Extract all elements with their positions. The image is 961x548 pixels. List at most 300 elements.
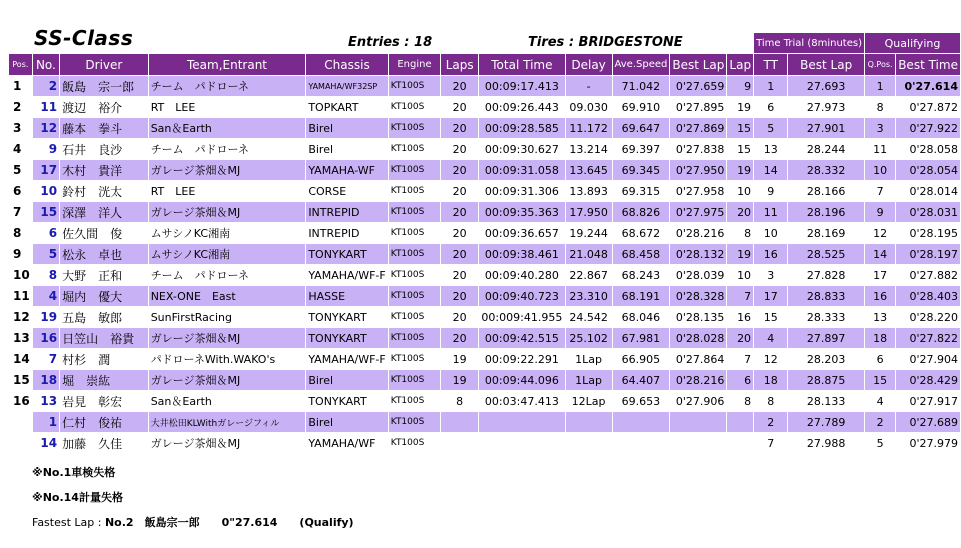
position-cell: 13	[9, 328, 32, 348]
fastest-lap-time: 0"27.614	[221, 516, 278, 529]
fastest-lap-car: No.2	[104, 516, 134, 529]
best-lap-cell: 0'28.135	[670, 307, 726, 327]
driver-cell: 五島 敏郎	[60, 307, 148, 327]
fastest-lap-label: Fastest Lap :	[32, 516, 105, 529]
chassis-cell: YAMAHA/WF-F	[306, 349, 387, 369]
ave-speed-cell: 69.345	[613, 160, 670, 180]
ave-speed-cell	[613, 433, 670, 453]
laps-cell: 20	[441, 286, 478, 306]
tt-position-cell: 7	[754, 433, 787, 453]
qualifying-best-time-cell: 0'27.904	[896, 349, 960, 369]
lap-cell: 20	[727, 328, 753, 348]
qualifying-best-time-cell: 0'27.872	[896, 97, 960, 117]
lap-cell: 16	[727, 307, 753, 327]
delay-cell: 11.172	[566, 118, 612, 138]
disqualification-note: ※No.1車検失格	[32, 466, 116, 479]
laps-cell: 19	[441, 370, 478, 390]
total-time-cell: 00:09:38.461	[479, 244, 565, 264]
car-number-cell: 10	[33, 181, 59, 201]
tt-position-cell: 4	[754, 328, 787, 348]
team-cell: San＆Earth	[149, 391, 306, 411]
chassis-cell: INTREPID	[306, 202, 387, 222]
ave-speed-cell: 68.826	[613, 202, 670, 222]
engine-cell: KT100S	[389, 97, 441, 117]
engine-cell: KT100S	[389, 139, 441, 159]
ave-speed-cell: 69.315	[613, 181, 670, 201]
position-cell: 3	[9, 118, 32, 138]
ave-speed-cell: 68.046	[613, 307, 670, 327]
chassis-cell: Birel	[306, 118, 387, 138]
tt-position-cell: 5	[754, 118, 787, 138]
total-time-cell	[479, 433, 565, 453]
car-number-cell: 7	[33, 349, 59, 369]
engine-cell: KT100S	[389, 265, 441, 285]
driver-cell: 大野 正和	[60, 265, 148, 285]
total-time-cell: 00:09:26.443	[479, 97, 565, 117]
table-row	[9, 433, 960, 453]
team-cell: RT LEE	[149, 97, 306, 117]
best-lap-cell: 0'28.216	[670, 370, 726, 390]
team-cell: ガレージ茶畑＆MJ	[149, 433, 306, 453]
best-lap-cell: 0'28.039	[670, 265, 726, 285]
results-table	[8, 32, 961, 454]
lap-cell: 15	[727, 118, 753, 138]
qualifying-best-time-cell: 0'28.197	[896, 244, 960, 264]
engine-cell: KT100S	[389, 160, 441, 180]
position-cell	[9, 433, 32, 453]
car-number-cell: 6	[33, 223, 59, 243]
col-lap: Lap	[727, 54, 753, 75]
total-time-cell: 00:09:30.627	[479, 139, 565, 159]
qualifying-best-time-cell: 0'28.220	[896, 307, 960, 327]
lap-cell: 15	[727, 139, 753, 159]
ave-speed-cell: 64.407	[613, 370, 670, 390]
engine-cell: KT100S	[389, 391, 441, 411]
lap-cell	[727, 433, 753, 453]
tt-best-lap-cell: 27.897	[788, 328, 864, 348]
tt-position-cell: 13	[754, 139, 787, 159]
col-laps: Laps	[441, 54, 478, 75]
engine-cell: KT100S	[389, 412, 441, 432]
best-lap-cell: 0'28.132	[670, 244, 726, 264]
tt-position-cell: 12	[754, 349, 787, 369]
engine-cell: KT100S	[389, 181, 441, 201]
team-cell: チーム パドローネ	[149, 76, 306, 96]
team-cell: SunFirstRacing	[149, 307, 306, 327]
fastest-lap-driver: 飯島宗一郎	[144, 516, 200, 529]
lap-cell: 10	[727, 265, 753, 285]
qualifying-best-time-cell: 0'27.882	[896, 265, 960, 285]
car-number-cell: 4	[33, 286, 59, 306]
position-cell: 12	[9, 307, 32, 327]
tt-position-cell: 18	[754, 370, 787, 390]
team-cell: パドローネWith.WAKO's	[149, 349, 306, 369]
tt-best-lap-cell: 28.244	[788, 139, 864, 159]
qualifying-best-time-cell: 0'28.031	[896, 202, 960, 222]
chassis-cell: YAMAHA/WF	[306, 433, 387, 453]
table-row	[9, 202, 960, 222]
chassis-cell: TONYKART	[306, 391, 387, 411]
delay-cell: 13.893	[566, 181, 612, 201]
team-cell: チーム パドローネ	[149, 265, 306, 285]
tt-position-cell: 15	[754, 307, 787, 327]
qualifying-position-cell: 7	[865, 181, 895, 201]
laps-cell: 20	[441, 97, 478, 117]
tt-best-lap-cell: 28.166	[788, 181, 864, 201]
tt-position-cell: 17	[754, 286, 787, 306]
engine-cell: KT100S	[389, 223, 441, 243]
tt-position-cell: 1	[754, 76, 787, 96]
driver-cell: 松永 卓也	[60, 244, 148, 264]
lap-cell: 19	[727, 160, 753, 180]
chassis-cell: TOPKART	[306, 97, 387, 117]
car-number-cell: 14	[33, 433, 59, 453]
table-row	[9, 118, 960, 138]
table-row	[9, 265, 960, 285]
lap-cell: 19	[727, 244, 753, 264]
laps-cell: 20	[441, 181, 478, 201]
tt-position-cell: 16	[754, 244, 787, 264]
qualifying-position-cell: 8	[865, 97, 895, 117]
qualifying-best-time-cell: 0'28.014	[896, 181, 960, 201]
lap-cell: 7	[727, 349, 753, 369]
fastest-lap-session: (Qualify)	[299, 516, 354, 529]
engine-cell: KT100S	[389, 433, 441, 453]
team-cell: ガレージ茶畑＆MJ	[149, 160, 306, 180]
position-cell: 7	[9, 202, 32, 222]
car-number-cell: 12	[33, 118, 59, 138]
qualifying-best-time-cell: 0'27.822	[896, 328, 960, 348]
position-cell: 6	[9, 181, 32, 201]
position-cell: 10	[9, 265, 32, 285]
table-row	[9, 97, 960, 117]
laps-cell: 20	[441, 160, 478, 180]
car-number-cell: 17	[33, 160, 59, 180]
position-cell: 2	[9, 97, 32, 117]
driver-cell: 石井 良沙	[60, 139, 148, 159]
qualifying-position-cell: 16	[865, 286, 895, 306]
car-number-cell: 2	[33, 76, 59, 96]
total-time-cell: 00:09:44.096	[479, 370, 565, 390]
team-cell: RT LEE	[149, 181, 306, 201]
chassis-cell: TONYKART	[306, 244, 387, 264]
qualifying-position-cell: 6	[865, 349, 895, 369]
driver-cell: 岩見 彰宏	[60, 391, 148, 411]
best-lap-cell: 0'27.659	[670, 76, 726, 96]
best-lap-cell: 0'28.028	[670, 328, 726, 348]
delay-cell: 17.950	[566, 202, 612, 222]
best-lap-cell: 0'27.958	[670, 181, 726, 201]
best-lap-cell: 0'27.950	[670, 160, 726, 180]
driver-cell: 堀 崇紘	[60, 370, 148, 390]
engine-cell: KT100S	[389, 202, 441, 222]
total-time-cell: 00:09:22.291	[479, 349, 565, 369]
engine-cell: KT100S	[389, 328, 441, 348]
best-lap-cell: 0'27.838	[670, 139, 726, 159]
driver-cell: 佐久間 俊	[60, 223, 148, 243]
delay-cell: 1Lap	[566, 349, 612, 369]
qualifying-header: Qualifying	[865, 33, 960, 53]
position-cell: 11	[9, 286, 32, 306]
team-cell: ガレージ茶畑＆MJ	[149, 202, 306, 222]
col-delay: Delay	[566, 54, 612, 75]
team-cell: 大井松田KLWithガレージフィル	[149, 412, 306, 432]
best-lap-cell	[670, 412, 726, 432]
delay-cell	[566, 433, 612, 453]
qualifying-position-cell: 5	[865, 433, 895, 453]
delay-cell: 22.867	[566, 265, 612, 285]
driver-cell: 日笠山 裕貴	[60, 328, 148, 348]
ave-speed-cell: 69.910	[613, 97, 670, 117]
ave-speed-cell: 68.458	[613, 244, 670, 264]
ave-speed-cell	[613, 412, 670, 432]
lap-cell: 19	[727, 97, 753, 117]
tt-best-lap-cell: 28.133	[788, 391, 864, 411]
team-cell: ガレージ茶畑＆MJ	[149, 370, 306, 390]
tt-best-lap-cell: 28.875	[788, 370, 864, 390]
tt-best-lap-cell: 27.789	[788, 412, 864, 432]
table-row	[9, 139, 960, 159]
car-number-cell: 19	[33, 307, 59, 327]
position-cell: 14	[9, 349, 32, 369]
table-row	[9, 181, 960, 201]
qualifying-position-cell: 2	[865, 412, 895, 432]
tt-best-lap-cell: 28.333	[788, 307, 864, 327]
laps-cell: 20	[441, 139, 478, 159]
best-lap-cell: 0'27.895	[670, 97, 726, 117]
table-row	[9, 160, 960, 180]
driver-cell: 木村 貴洋	[60, 160, 148, 180]
qualifying-best-time-cell: 0'28.429	[896, 370, 960, 390]
qualifying-best-time-cell: 0'27.689	[896, 412, 960, 432]
tt-position-cell: 8	[754, 391, 787, 411]
tt-position-cell: 9	[754, 181, 787, 201]
lap-cell: 8	[727, 223, 753, 243]
col-chassis: Chassis	[306, 54, 387, 75]
ave-speed-cell: 68.243	[613, 265, 670, 285]
driver-cell: 渡辺 裕介	[60, 97, 148, 117]
ave-speed-cell: 68.672	[613, 223, 670, 243]
chassis-cell: YAMAHA/WF-F	[306, 265, 387, 285]
laps-cell: 20	[441, 307, 478, 327]
laps-cell: 20	[441, 76, 478, 96]
col-team: Team,Entrant	[149, 54, 306, 75]
team-cell: チーム パドローネ	[149, 139, 306, 159]
delay-cell: 24.542	[566, 307, 612, 327]
delay-cell: 1Lap	[566, 370, 612, 390]
col-total-time: Total Time	[479, 54, 565, 75]
lap-cell: 9	[727, 76, 753, 96]
tt-position-cell: 3	[754, 265, 787, 285]
laps-cell: 20	[441, 202, 478, 222]
qualifying-best-time-cell: 0'27.922	[896, 118, 960, 138]
total-time-cell: 00:09:31.058	[479, 160, 565, 180]
driver-cell: 飯島 宗一郎	[60, 76, 148, 96]
driver-cell: 藤本 拳斗	[60, 118, 148, 138]
team-cell: NEX-ONE East	[149, 286, 306, 306]
total-time-cell: 00:09:35.363	[479, 202, 565, 222]
qualifying-position-cell: 1	[865, 76, 895, 96]
chassis-cell: TONYKART	[306, 307, 387, 327]
laps-cell: 20	[441, 223, 478, 243]
driver-cell: 深澤 洋人	[60, 202, 148, 222]
col-pos: Pos.	[9, 54, 32, 75]
delay-cell	[566, 412, 612, 432]
qualifying-position-cell: 4	[865, 391, 895, 411]
table-row	[9, 412, 960, 432]
tt-best-lap-cell: 28.169	[788, 223, 864, 243]
delay-cell: 21.048	[566, 244, 612, 264]
total-time-cell: 00:09:40.723	[479, 286, 565, 306]
qualifying-best-time-cell: 0'28.058	[896, 139, 960, 159]
laps-cell: 20	[441, 328, 478, 348]
team-cell: ガレージ茶畑＆MJ	[149, 328, 306, 348]
delay-cell: 13.214	[566, 139, 612, 159]
delay-cell: -	[566, 76, 612, 96]
chassis-cell: Birel	[306, 412, 387, 432]
tt-best-lap-cell: 28.332	[788, 160, 864, 180]
total-time-cell: 00:09:31.306	[479, 181, 565, 201]
total-time-cell	[479, 412, 565, 432]
col-ave-speed: Ave.Speed	[613, 54, 670, 75]
total-time-cell: 00:09:42.515	[479, 328, 565, 348]
team-cell: ムサシノKC湘南	[149, 223, 306, 243]
lap-cell: 7	[727, 286, 753, 306]
laps-cell: 8	[441, 391, 478, 411]
lap-cell: 20	[727, 202, 753, 222]
tt-position-cell: 6	[754, 97, 787, 117]
lap-cell: 8	[727, 391, 753, 411]
delay-cell: 09.030	[566, 97, 612, 117]
position-cell: 1	[9, 76, 32, 96]
tt-best-lap-cell: 28.833	[788, 286, 864, 306]
chassis-cell: CORSE	[306, 181, 387, 201]
team-cell: San＆Earth	[149, 118, 306, 138]
total-time-cell: 00:009:41.955	[479, 307, 565, 327]
delay-cell: 13.645	[566, 160, 612, 180]
tt-position-cell: 14	[754, 160, 787, 180]
qualifying-position-cell: 14	[865, 244, 895, 264]
position-cell: 9	[9, 244, 32, 264]
position-cell	[9, 412, 32, 432]
fastest-lap-line	[32, 514, 354, 530]
ave-speed-cell: 66.905	[613, 349, 670, 369]
table-row	[9, 328, 960, 348]
total-time-cell: 00:09:28.585	[479, 118, 565, 138]
chassis-cell: TONYKART	[306, 328, 387, 348]
lap-cell: 10	[727, 181, 753, 201]
table-row	[9, 307, 960, 327]
laps-cell: 19	[441, 349, 478, 369]
chassis-cell: Birel	[306, 370, 387, 390]
ave-speed-cell: 68.191	[613, 286, 670, 306]
qualifying-best-time-cell: 0'28.054	[896, 160, 960, 180]
qualifying-best-time-cell: 0'27.917	[896, 391, 960, 411]
tt-position-cell: 11	[754, 202, 787, 222]
tt-best-lap-cell: 28.525	[788, 244, 864, 264]
table-row	[9, 286, 960, 306]
qualifying-position-cell: 3	[865, 118, 895, 138]
table-row	[9, 244, 960, 264]
car-number-cell: 11	[33, 97, 59, 117]
column-header-row	[9, 54, 960, 75]
engine-cell: KT100S	[389, 244, 441, 264]
position-cell: 16	[9, 391, 32, 411]
driver-cell: 堀内 優大	[60, 286, 148, 306]
col-no: No.	[33, 54, 59, 75]
chassis-cell: YAMAHA/WF32SP	[306, 76, 387, 96]
table-row	[9, 370, 960, 390]
tt-best-lap-cell: 27.988	[788, 433, 864, 453]
best-lap-cell: 0'27.864	[670, 349, 726, 369]
car-number-cell: 5	[33, 244, 59, 264]
best-lap-cell: 0'28.216	[670, 223, 726, 243]
col-driver: Driver	[60, 54, 148, 75]
laps-cell	[441, 412, 478, 432]
car-number-cell: 13	[33, 391, 59, 411]
driver-cell: 仁村 俊祐	[60, 412, 148, 432]
qualifying-best-time-cell: 0'27.979	[896, 433, 960, 453]
chassis-cell: YAMAHA-WF	[306, 160, 387, 180]
lap-cell	[727, 412, 753, 432]
group-header-row	[9, 33, 960, 53]
car-number-cell: 9	[33, 139, 59, 159]
tt-best-lap-cell: 28.196	[788, 202, 864, 222]
qualifying-position-cell: 10	[865, 160, 895, 180]
best-lap-cell: 0'27.975	[670, 202, 726, 222]
tt-best-lap-cell: 27.901	[788, 118, 864, 138]
ave-speed-cell: 67.981	[613, 328, 670, 348]
total-time-cell: 00:09:17.413	[479, 76, 565, 96]
position-cell: 8	[9, 223, 32, 243]
tt-best-lap-cell: 27.973	[788, 97, 864, 117]
delay-cell: 25.102	[566, 328, 612, 348]
class-title: SS-Class	[34, 26, 134, 50]
chassis-cell: HASSE	[306, 286, 387, 306]
qualifying-position-cell: 11	[865, 139, 895, 159]
driver-cell: 加藤 久佳	[60, 433, 148, 453]
laps-cell: 20	[441, 244, 478, 264]
tires-info: Tires : BRIDGESTONE	[528, 35, 683, 50]
qualifying-position-cell: 17	[865, 265, 895, 285]
engine-cell: KT100S	[389, 307, 441, 327]
laps-cell: 20	[441, 118, 478, 138]
total-time-cell: 00:09:36.657	[479, 223, 565, 243]
chassis-cell: Birel	[306, 139, 387, 159]
col-best-lap: Best Lap	[670, 54, 726, 75]
tt-best-lap-cell: 27.828	[788, 265, 864, 285]
best-lap-cell	[670, 433, 726, 453]
engine-cell: KT100S	[389, 76, 441, 96]
tt-position-cell: 2	[754, 412, 787, 432]
qualifying-position-cell: 18	[865, 328, 895, 348]
col-tt: TT	[754, 54, 787, 75]
ave-speed-cell: 69.647	[613, 118, 670, 138]
position-cell: 5	[9, 160, 32, 180]
delay-cell: 19.244	[566, 223, 612, 243]
chassis-cell: INTREPID	[306, 223, 387, 243]
entries-count: Entries : 18	[348, 35, 433, 50]
table-row	[9, 391, 960, 411]
total-time-cell: 00:09:40.280	[479, 265, 565, 285]
table-row	[9, 76, 960, 96]
table-row	[9, 223, 960, 243]
qualifying-position-cell: 9	[865, 202, 895, 222]
qualifying-position-cell: 15	[865, 370, 895, 390]
tt-best-lap-cell: 27.693	[788, 76, 864, 96]
col-best-time: Best Time	[896, 54, 960, 75]
total-time-cell: 00:03:47.413	[479, 391, 565, 411]
